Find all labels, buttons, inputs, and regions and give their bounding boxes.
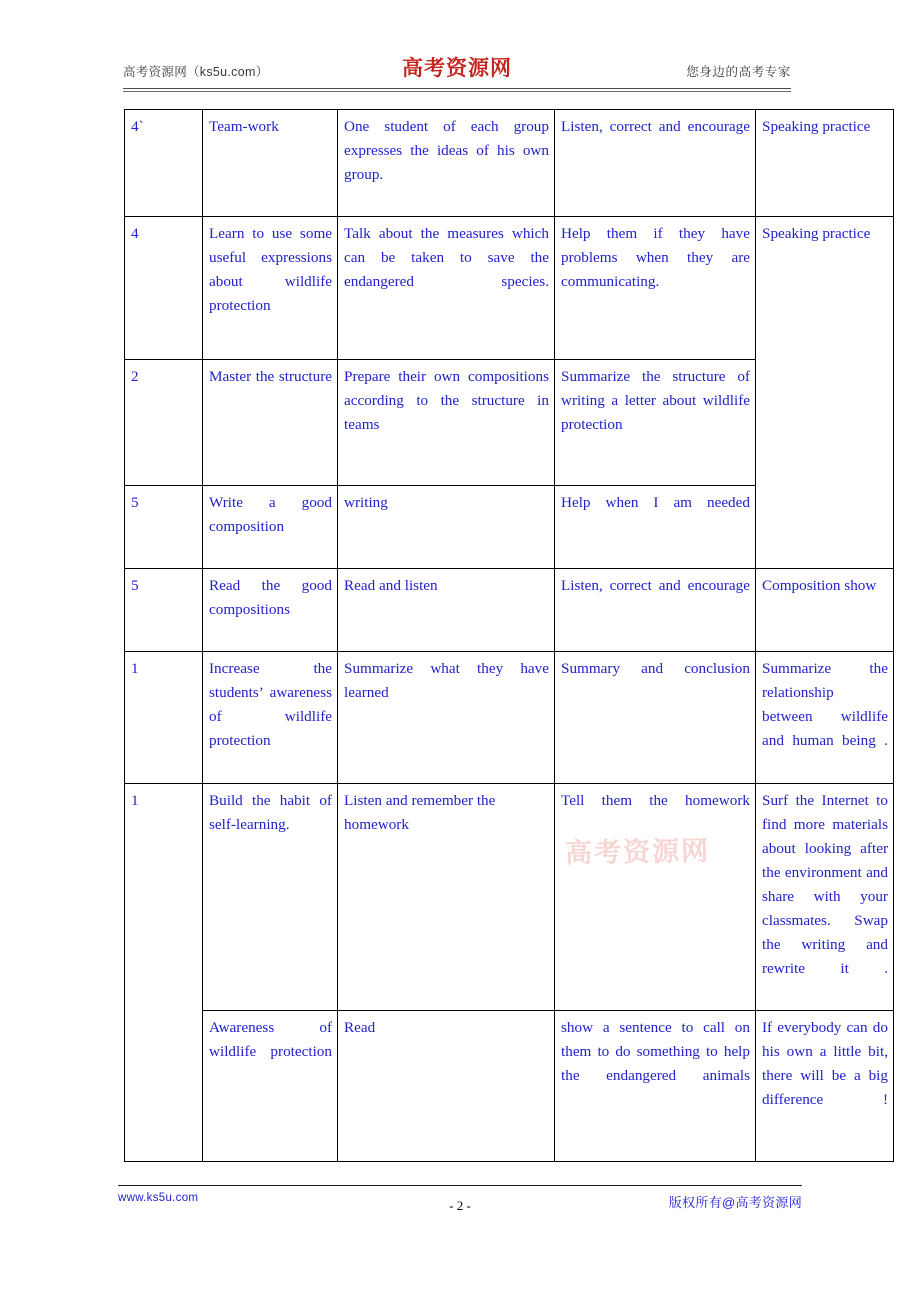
cell-student-activity: Talk about the measures which can be taken to save the endangered species. (338, 217, 555, 360)
cell-teacher-activity: Summarize the structure of writing a letter about wildlife protection (555, 360, 756, 486)
cell-aim: Read the good compositions (203, 569, 338, 652)
cell-aim: Awareness of wildlife protection (203, 1011, 338, 1162)
cell-student-activity: Listen and remember the homework (338, 784, 555, 1011)
page-footer (118, 1192, 802, 1216)
cell-teacher-activity: Help when I am needed (555, 486, 756, 569)
header-logo: 高考资源网 (402, 55, 512, 80)
lesson-plan-table-wrapper (124, 109, 888, 1162)
cell-student-activity: Summarize what they have learned (338, 652, 555, 784)
header-divider-line-secondary (123, 91, 791, 92)
cell-aim: Team-work (203, 110, 338, 217)
cell-note: If everybody can do his own a little bit, there will be a big difference ! (756, 1011, 894, 1162)
cell-note-merged: Speaking practice (756, 217, 894, 569)
table-row (125, 1011, 894, 1162)
cell-teacher-activity: Listen, correct and encourage (555, 569, 756, 652)
table-row (125, 217, 894, 360)
cell-student-activity: Prepare their own compositions according to the structure in teams (338, 360, 555, 486)
footer-page-number: - 2 - (449, 1198, 471, 1213)
cell-teacher-activity: Listen, correct and encourage (555, 110, 756, 217)
cell-time: 4` (125, 110, 203, 217)
cell-aim: Master the structure (203, 360, 338, 486)
cell-time: 4 (125, 217, 203, 360)
header-row (123, 52, 791, 84)
cell-student-activity: One student of each group expresses the ideas of his own group. (338, 110, 555, 217)
cell-aim: Learn to use some useful expressions about wildlife protection (203, 217, 338, 360)
cell-aim: Increase the students’ awareness of wildlife protection (203, 652, 338, 784)
table-row (125, 652, 894, 784)
cell-time: 1 (125, 652, 203, 784)
cell-note: Summarize the relationship between wildlife and human being . (756, 652, 894, 784)
cell-teacher-activity: Help them if they have problems when they are communicating. (555, 217, 756, 360)
cell-aim: Write a good composition (203, 486, 338, 569)
cell-note: Surf the Internet to find more materials about looking after the environment and share with your classmates. Swap the writing and rewrite it . (756, 784, 894, 1011)
table-row (125, 110, 894, 217)
cell-aim: Build the habit of self-learning. (203, 784, 338, 1011)
cell-note: Speaking practice (756, 110, 894, 217)
cell-time: 5 (125, 486, 203, 569)
cell-student-activity: Read and listen (338, 569, 555, 652)
cell-teacher-activity: show a sentence to call on them to do something to help the endangered animals (555, 1011, 756, 1162)
footer-copyright: 版权所有@高考资源网 (668, 1195, 802, 1210)
page-watermark: 高考资源网 (564, 835, 711, 870)
cell-student-activity: Read (338, 1011, 555, 1162)
footer-divider-line (118, 1185, 802, 1186)
cell-teacher-activity: Tell them the homework (555, 784, 756, 1011)
cell-time: 2 (125, 360, 203, 486)
header-site-name: 高考资源网（ks5u.com） (123, 65, 269, 79)
cell-time-merged: 1 (125, 784, 203, 1162)
cell-teacher-activity: Summary and conclusion (555, 652, 756, 784)
table-row (125, 569, 894, 652)
footer-site-url[interactable]: www.ks5u.com (118, 1192, 199, 1204)
cell-time: 5 (125, 569, 203, 652)
table-row (125, 784, 894, 1011)
cell-note: Composition show (756, 569, 894, 652)
header-tagline: 您身边的高考专家 (686, 65, 791, 79)
lesson-plan-table (124, 109, 894, 1162)
cell-student-activity: writing (338, 486, 555, 569)
header-divider-line (123, 88, 791, 89)
